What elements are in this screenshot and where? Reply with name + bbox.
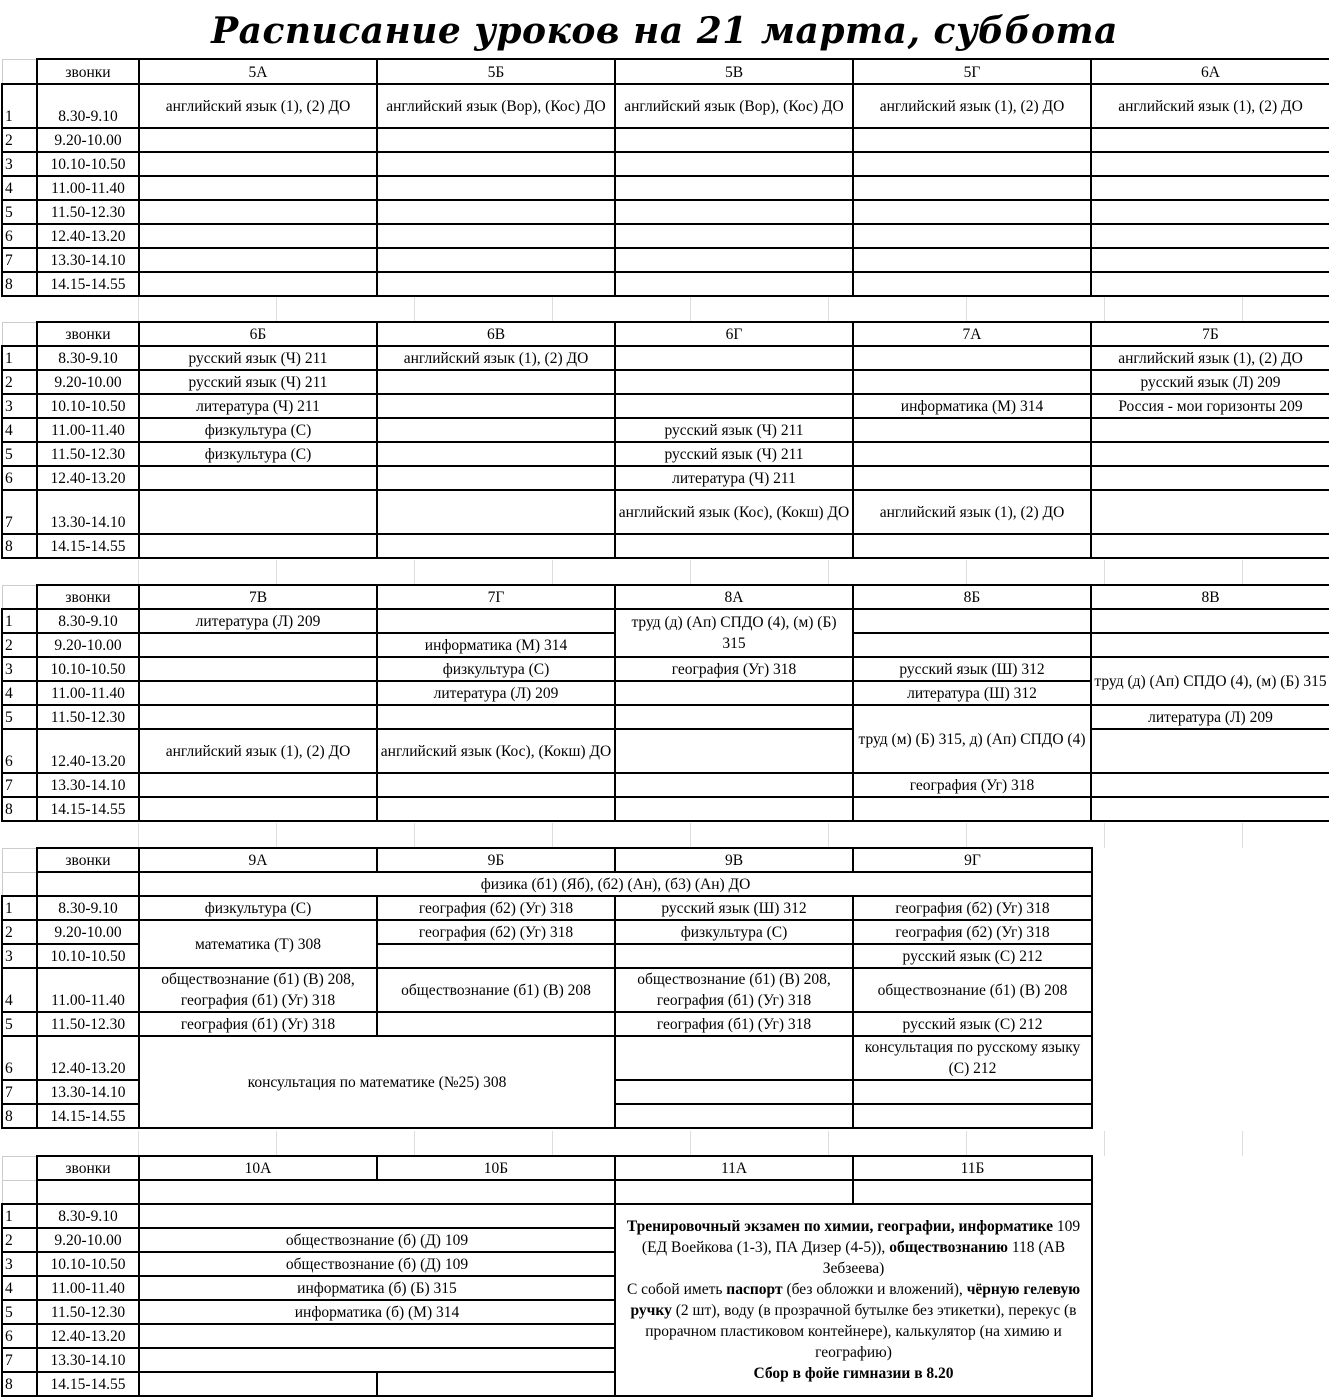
lesson-cell: английский язык (1), (2) ДО <box>853 84 1091 128</box>
lesson-cell: английский язык (1), (2) ДО <box>377 346 615 370</box>
bell-time: 14.15-14.55 <box>37 1372 139 1396</box>
class-header: 8Б <box>853 585 1091 609</box>
lesson-number: 5 <box>2 1300 37 1324</box>
exam-text: 118 (АВ Зебзеева) <box>822 1239 1066 1277</box>
bell-time: 13.30-14.10 <box>37 773 139 797</box>
bell-time: 11.50-12.30 <box>37 1012 139 1036</box>
class-header: 8В <box>1091 585 1329 609</box>
lesson-number: 2 <box>2 1228 37 1252</box>
bell-time: 11.00-11.40 <box>37 681 139 705</box>
lesson-cell: консультация по математике (№25) 308 <box>139 1036 615 1128</box>
lesson-cell: география (б1) (Уг) 318 <box>139 1012 377 1036</box>
bells-header: звонки <box>37 848 139 872</box>
lesson-number: 2 <box>2 128 37 152</box>
lesson-number: 8 <box>2 1372 37 1396</box>
lesson-number: 6 <box>2 1324 37 1348</box>
spacer <box>1 297 1329 322</box>
lesson-number: 1 <box>2 1204 37 1228</box>
class-header: 9В <box>615 848 853 872</box>
class-header: 5Б <box>377 59 615 84</box>
lesson-cell: информатика (б) (Б) 315 <box>139 1276 615 1300</box>
bell-time: 13.30-14.10 <box>37 1080 139 1104</box>
class-header: 9Б <box>377 848 615 872</box>
lesson-number: 3 <box>2 152 37 176</box>
exam-item: чёрную гелевую ручку <box>630 1281 1081 1319</box>
lesson-cell: английский язык (1), (2) ДО <box>1091 346 1329 370</box>
bell-time: 11.50-12.30 <box>37 442 139 466</box>
exam-text: (2 шт), воду (в прозрачной бутылке без этикетки), перекус (в прорачном пластиковом контейнере), калькулятор (на химию и географию) <box>645 1302 1077 1361</box>
class-header: 6А <box>1091 59 1329 84</box>
class-header: 5А <box>139 59 377 84</box>
schedule-block-9 <box>1 847 1093 1129</box>
schedule-block-6b-7b <box>1 321 1329 559</box>
lesson-number: 5 <box>2 705 37 729</box>
lesson-cell: физкультура (С) <box>377 657 615 681</box>
lesson-cell: английский язык (1), (2) ДО <box>139 84 377 128</box>
lesson-cell: русский язык (Ш) 312 <box>615 896 853 920</box>
class-header: 5Г <box>853 59 1091 84</box>
cell <box>2 1180 37 1204</box>
class-header: 7В <box>139 585 377 609</box>
lesson-cell: информатика (М) 314 <box>853 394 1091 418</box>
lesson-cell: литература (Ч) 211 <box>139 394 377 418</box>
lesson-cell: русский язык (С) 212 <box>853 1012 1092 1036</box>
lesson-number: 3 <box>2 394 37 418</box>
lesson-number: 7 <box>2 490 37 534</box>
lesson-cell: английский язык (Вор), (Кос) ДО <box>377 84 615 128</box>
class-header: 6Б <box>139 322 377 346</box>
lesson-cell: физкультура (С) <box>615 920 853 944</box>
lesson-cell: информатика (б) (М) 314 <box>139 1300 615 1324</box>
lesson-cell: обществознание (б1) (В) 208, география (б1) (Уг) 318 <box>139 968 377 1012</box>
lesson-cell: русский язык (Ч) 211 <box>139 346 377 370</box>
class-header: 9А <box>139 848 377 872</box>
class-header: 6Г <box>615 322 853 346</box>
bell-time: 10.10-10.50 <box>37 152 139 176</box>
lesson-cell: труд (д) (Ап) СПДО (4), (м) (Б) 315 <box>1091 657 1329 705</box>
bell-time: 10.10-10.50 <box>37 657 139 681</box>
lesson-number: 1 <box>2 84 37 128</box>
lesson-cell: физика (б1) (Яб), (б2) (Ан), (б3) (Ан) ДО <box>139 872 1092 896</box>
lesson-number: 2 <box>2 370 37 394</box>
bell-time: 9.20-10.00 <box>37 370 139 394</box>
bell-time: 11.00-11.40 <box>37 1276 139 1300</box>
lesson-number: 4 <box>2 1276 37 1300</box>
lesson-cell: география (б2) (Уг) 318 <box>853 920 1092 944</box>
lesson-cell: литература (Ш) 312 <box>853 681 1091 705</box>
class-header: 7Б <box>1091 322 1329 346</box>
bell-time: 10.10-10.50 <box>37 394 139 418</box>
bell-time: 9.20-10.00 <box>37 1228 139 1252</box>
class-header: 6В <box>377 322 615 346</box>
lesson-number: 4 <box>2 176 37 200</box>
exam-item: паспорт <box>726 1281 783 1298</box>
bell-time: 12.40-13.20 <box>37 224 139 248</box>
bell-time: 8.30-9.10 <box>37 346 139 370</box>
lesson-cell: литература (Л) 209 <box>1091 705 1329 729</box>
lesson-number: 5 <box>2 200 37 224</box>
lesson-cell: русский язык (С) 212 <box>853 944 1092 968</box>
lesson-cell: география (б2) (Уг) 318 <box>377 920 615 944</box>
bell-time: 14.15-14.55 <box>37 1104 139 1128</box>
lesson-cell: обществознание (б1) (В) 208, география (б1) (Уг) 318 <box>615 968 853 1012</box>
lesson-cell: английский язык (1), (2) ДО <box>139 729 377 773</box>
bell-time: 12.40-13.20 <box>37 466 139 490</box>
class-header: 8А <box>615 585 853 609</box>
lesson-number: 7 <box>2 1080 37 1104</box>
bell-time: 11.50-12.30 <box>37 200 139 224</box>
bell-time: 9.20-10.00 <box>37 128 139 152</box>
exam-text: 109 (ЕД Воейкова (1-3), ПА Дизер (4-5)), <box>641 1218 1081 1256</box>
lesson-cell: труд (д) (Ап) СПДО (4), (м) (Б) 315 <box>615 609 853 657</box>
lesson-number: 3 <box>2 944 37 968</box>
lesson-cell: физкультура (С) <box>139 418 377 442</box>
class-header: 11А <box>615 1156 853 1180</box>
lesson-cell: обществознание (б1) (В) 208 <box>377 968 615 1012</box>
bell-time: 8.30-9.10 <box>37 1204 139 1228</box>
lesson-cell: обществознание (б) (Д) 109 <box>139 1252 615 1276</box>
spacer <box>1 560 1329 585</box>
lesson-cell: география (Уг) 318 <box>853 773 1091 797</box>
lesson-cell: география (Уг) 318 <box>615 657 853 681</box>
bell-time: 11.00-11.40 <box>37 418 139 442</box>
bell-time: 10.10-10.50 <box>37 944 139 968</box>
bell-time: 13.30-14.10 <box>37 1348 139 1372</box>
class-header: 11Б <box>853 1156 1092 1180</box>
lesson-number: 2 <box>2 920 37 944</box>
lesson-number: 8 <box>2 272 37 296</box>
bell-time: 11.50-12.30 <box>37 1300 139 1324</box>
class-header: 9Г <box>853 848 1092 872</box>
lesson-number: 5 <box>2 442 37 466</box>
exam-subject: обществознанию <box>889 1239 1008 1256</box>
bells-header: звонки <box>37 59 139 84</box>
lesson-number: 1 <box>2 609 37 633</box>
cell <box>2 585 37 609</box>
cell <box>2 1156 37 1180</box>
class-header: 5В <box>615 59 853 84</box>
class-header: 10А <box>139 1156 377 1180</box>
page-title: Расписание уроков на 21 марта, суббота <box>211 10 1118 52</box>
lesson-number: 6 <box>2 224 37 248</box>
lesson-cell: обществознание (б1) (В) 208 <box>853 968 1092 1012</box>
lesson-cell: география (б2) (Уг) 318 <box>377 896 615 920</box>
lesson-cell: русский язык (Ч) 211 <box>615 442 853 466</box>
class-header: 7А <box>853 322 1091 346</box>
lesson-cell: литература (Л) 209 <box>377 681 615 705</box>
lesson-number: 8 <box>2 797 37 821</box>
lesson-number: 3 <box>2 657 37 681</box>
lesson-cell: русский язык (Ш) 312 <box>853 657 1091 681</box>
bell-time: 8.30-9.10 <box>37 896 139 920</box>
spacer <box>1 1131 1329 1156</box>
lesson-number: 6 <box>2 466 37 490</box>
cell <box>2 322 37 346</box>
bell-time: 12.40-13.20 <box>37 1036 139 1080</box>
class-header: 10Б <box>377 1156 615 1180</box>
lesson-number: 4 <box>2 968 37 1012</box>
bell-time: 11.00-11.40 <box>37 968 139 1012</box>
lesson-cell: физкультура (С) <box>139 896 377 920</box>
lesson-cell: литература (Л) 209 <box>139 609 377 633</box>
bell-time: 11.00-11.40 <box>37 176 139 200</box>
bell-time: 10.10-10.50 <box>37 1252 139 1276</box>
bell-time: 14.15-14.55 <box>37 797 139 821</box>
lesson-cell: география (б2) (Уг) 318 <box>853 896 1092 920</box>
lesson-cell: труд (м) (Б) 315, д) (Ап) СПДО (4) <box>853 705 1091 773</box>
bell-time: 11.50-12.30 <box>37 705 139 729</box>
lesson-cell: английский язык (1), (2) ДО <box>1091 84 1329 128</box>
lesson-number: 7 <box>2 773 37 797</box>
lesson-number: 6 <box>2 729 37 773</box>
lesson-number: 1 <box>2 346 37 370</box>
lesson-cell: английский язык (Кос), (Кокш) ДО <box>377 729 615 773</box>
cell <box>2 872 37 896</box>
schedule-block-5a-6a <box>1 58 1329 297</box>
cell <box>2 59 37 84</box>
schedule-block-10-11 <box>1 1155 1093 1397</box>
bell-time: 14.15-14.55 <box>37 272 139 296</box>
bell-time: 8.30-9.10 <box>37 609 139 633</box>
lesson-cell: Россия - мои горизонты 209 <box>1091 394 1329 418</box>
spacer <box>1 823 1329 848</box>
lesson-cell: литература (Ч) 211 <box>615 466 853 490</box>
exam-gathering: Сбор в фойе гимназии в 8.20 <box>753 1365 954 1382</box>
bell-time: 8.30-9.10 <box>37 84 139 128</box>
lesson-number: 4 <box>2 681 37 705</box>
class-header: 7Г <box>377 585 615 609</box>
bell-time: 9.20-10.00 <box>37 633 139 657</box>
exam-text: С собой иметь <box>626 1281 727 1298</box>
lesson-cell: русский язык (Ч) 211 <box>139 370 377 394</box>
bell-time: 14.15-14.55 <box>37 534 139 558</box>
lesson-cell: география (б1) (Уг) 318 <box>615 1012 853 1036</box>
exam-notice <box>615 1204 1092 1396</box>
exam-text: (без обложки и вложений), <box>782 1281 967 1298</box>
cell <box>2 848 37 872</box>
lesson-number: 3 <box>2 1252 37 1276</box>
lesson-cell: английский язык (Вор), (Кос) ДО <box>615 84 853 128</box>
bell-time: 13.30-14.10 <box>37 248 139 272</box>
lesson-cell: английский язык (1), (2) ДО <box>853 490 1091 534</box>
lesson-number: 2 <box>2 633 37 657</box>
lesson-number: 4 <box>2 418 37 442</box>
lesson-cell: математика (Т) 308 <box>139 920 377 968</box>
schedule-block-7v-8v <box>1 584 1329 822</box>
lesson-number: 8 <box>2 534 37 558</box>
lesson-number: 7 <box>2 248 37 272</box>
lesson-number: 6 <box>2 1036 37 1080</box>
bells-header: звонки <box>37 585 139 609</box>
lesson-cell: обществознание (б) (Д) 109 <box>139 1228 615 1252</box>
lesson-cell: информатика (М) 314 <box>377 633 615 657</box>
lesson-cell: английский язык (Кос), (Кокш) ДО <box>615 490 853 534</box>
bells-header: звонки <box>37 1156 139 1180</box>
bell-time: 13.30-14.10 <box>37 490 139 534</box>
lesson-number: 1 <box>2 896 37 920</box>
lesson-number: 5 <box>2 1012 37 1036</box>
lesson-cell: русский язык (Л) 209 <box>1091 370 1329 394</box>
bell-time: 9.20-10.00 <box>37 920 139 944</box>
lesson-number: 7 <box>2 1348 37 1372</box>
bell-time: 12.40-13.20 <box>37 1324 139 1348</box>
bells-header: звонки <box>37 322 139 346</box>
lesson-cell: консультация по русскому языку (С) 212 <box>853 1036 1092 1080</box>
lesson-number: 8 <box>2 1104 37 1128</box>
lesson-cell: физкультура (С) <box>139 442 377 466</box>
lesson-cell: русский язык (Ч) 211 <box>615 418 853 442</box>
bell-time: 12.40-13.20 <box>37 729 139 773</box>
exam-title: Тренировочный экзамен по химии, географии, информатике <box>626 1218 1053 1235</box>
